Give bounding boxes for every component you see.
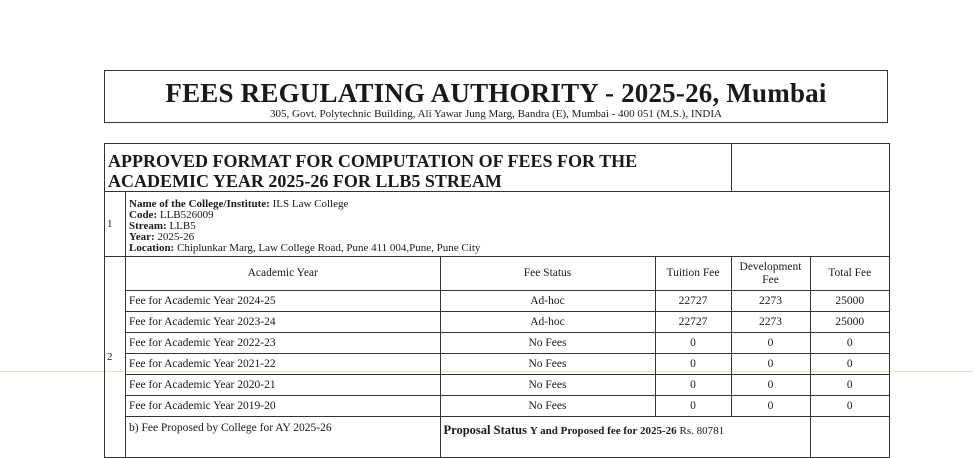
section1-number: 1 xyxy=(105,192,126,257)
proposed-fee-amount: Rs. 80781 xyxy=(679,425,725,437)
stream-label: Stream: xyxy=(129,220,167,232)
proposed-fee-row xyxy=(126,417,889,457)
college-info xyxy=(126,192,890,257)
proposed-fee-blank-cell xyxy=(810,417,889,457)
total-fee-cell: 0 xyxy=(810,375,889,396)
academic-year-cell: Fee for Academic Year 2023-24 xyxy=(126,312,440,333)
stream-value: LLB5 xyxy=(169,220,196,232)
col-tuition-fee: Tuition Fee xyxy=(655,257,731,291)
tuition-fee-cell: 0 xyxy=(655,354,731,375)
total-fee-cell: 25000 xyxy=(810,291,889,312)
college-name-label: Name of the College/Institute: xyxy=(129,198,270,210)
fee-table xyxy=(126,257,889,457)
academic-year-cell: Fee for Academic Year 2024-25 xyxy=(126,291,440,312)
development-fee-cell: 0 xyxy=(731,375,810,396)
fee-computation-form xyxy=(104,143,890,458)
location-row xyxy=(129,243,886,254)
stream-row xyxy=(129,221,886,232)
tuition-fee-cell: 0 xyxy=(655,375,731,396)
development-fee-cell: 2273 xyxy=(731,312,810,333)
location-value: Chiplunkar Marg, Law College Road, Pune 411 004,Pune, Pune City xyxy=(176,242,481,254)
development-fee-cell: 0 xyxy=(731,396,810,417)
table-row xyxy=(126,312,889,333)
fee-status-cell: No Fees xyxy=(440,375,655,396)
year-label: Year: xyxy=(129,231,155,243)
proposal-status-value: Y and Proposed fee for 2025-26 xyxy=(529,425,677,437)
tuition-fee-cell: 0 xyxy=(655,396,731,417)
authority-header xyxy=(104,70,888,123)
college-code-value: LLB526009 xyxy=(159,209,214,221)
development-fee-cell: 2273 xyxy=(731,291,810,312)
academic-year-cell: Fee for Academic Year 2020-21 xyxy=(126,375,440,396)
section2-number: 2 xyxy=(105,257,126,458)
year-value: 2025-26 xyxy=(157,231,195,243)
total-fee-cell: 0 xyxy=(810,333,889,354)
form-title-line2: ACADEMIC YEAR 2025-26 FOR LLB5 STREAM xyxy=(108,171,502,191)
authority-address: 305, Govt. Polytechnic Building, Ali Yawar Jung Marg, Bandra (E), Mumbai - 400 051 (M.S.), INDIA xyxy=(270,108,722,120)
col-development-fee: Development Fee xyxy=(731,257,810,291)
table-row xyxy=(126,354,889,375)
development-fee-cell: 0 xyxy=(731,354,810,375)
academic-year-cell: Fee for Academic Year 2021-22 xyxy=(126,354,440,375)
college-name-value: ILS Law College xyxy=(272,198,349,210)
academic-year-cell: Fee for Academic Year 2019-20 xyxy=(126,396,440,417)
proposed-fee-label: b) Fee Proposed by College for AY 2025-26 xyxy=(126,417,440,457)
fee-status-cell: Ad-hoc xyxy=(440,291,655,312)
table-row xyxy=(126,396,889,417)
fee-status-cell: Ad-hoc xyxy=(440,312,655,333)
college-name-row xyxy=(129,199,886,210)
table-row xyxy=(126,333,889,354)
fee-table-header xyxy=(126,257,889,291)
col-fee-status: Fee Status xyxy=(440,257,655,291)
proposal-status-label: Proposal Status xyxy=(443,423,527,437)
tuition-fee-cell: 0 xyxy=(655,333,731,354)
form-title xyxy=(105,144,732,192)
tuition-fee-cell: 22727 xyxy=(655,312,731,333)
table-row xyxy=(126,375,889,396)
col-academic-year: Academic Year xyxy=(126,257,440,291)
proposal-status-cell xyxy=(440,417,810,457)
total-fee-cell: 0 xyxy=(810,354,889,375)
college-code-label: Code: xyxy=(129,209,158,221)
authority-title: FEES REGULATING AUTHORITY - 2025-26, Mumbai xyxy=(165,78,827,108)
tuition-fee-cell: 22727 xyxy=(655,291,731,312)
academic-year-cell: Fee for Academic Year 2022-23 xyxy=(126,333,440,354)
fee-table-container xyxy=(126,257,890,458)
form-title-blank-cell xyxy=(732,144,890,192)
college-code-row xyxy=(129,210,886,221)
development-fee-cell: 0 xyxy=(731,333,810,354)
fee-status-cell: No Fees xyxy=(440,354,655,375)
fee-status-cell: No Fees xyxy=(440,396,655,417)
table-row xyxy=(126,291,889,312)
col-total-fee: Total Fee xyxy=(810,257,889,291)
total-fee-cell: 25000 xyxy=(810,312,889,333)
total-fee-cell: 0 xyxy=(810,396,889,417)
location-label: Location: xyxy=(129,242,175,254)
fee-status-cell: No Fees xyxy=(440,333,655,354)
form-title-line1: APPROVED FORMAT FOR COMPUTATION OF FEES FOR THE xyxy=(108,151,638,171)
